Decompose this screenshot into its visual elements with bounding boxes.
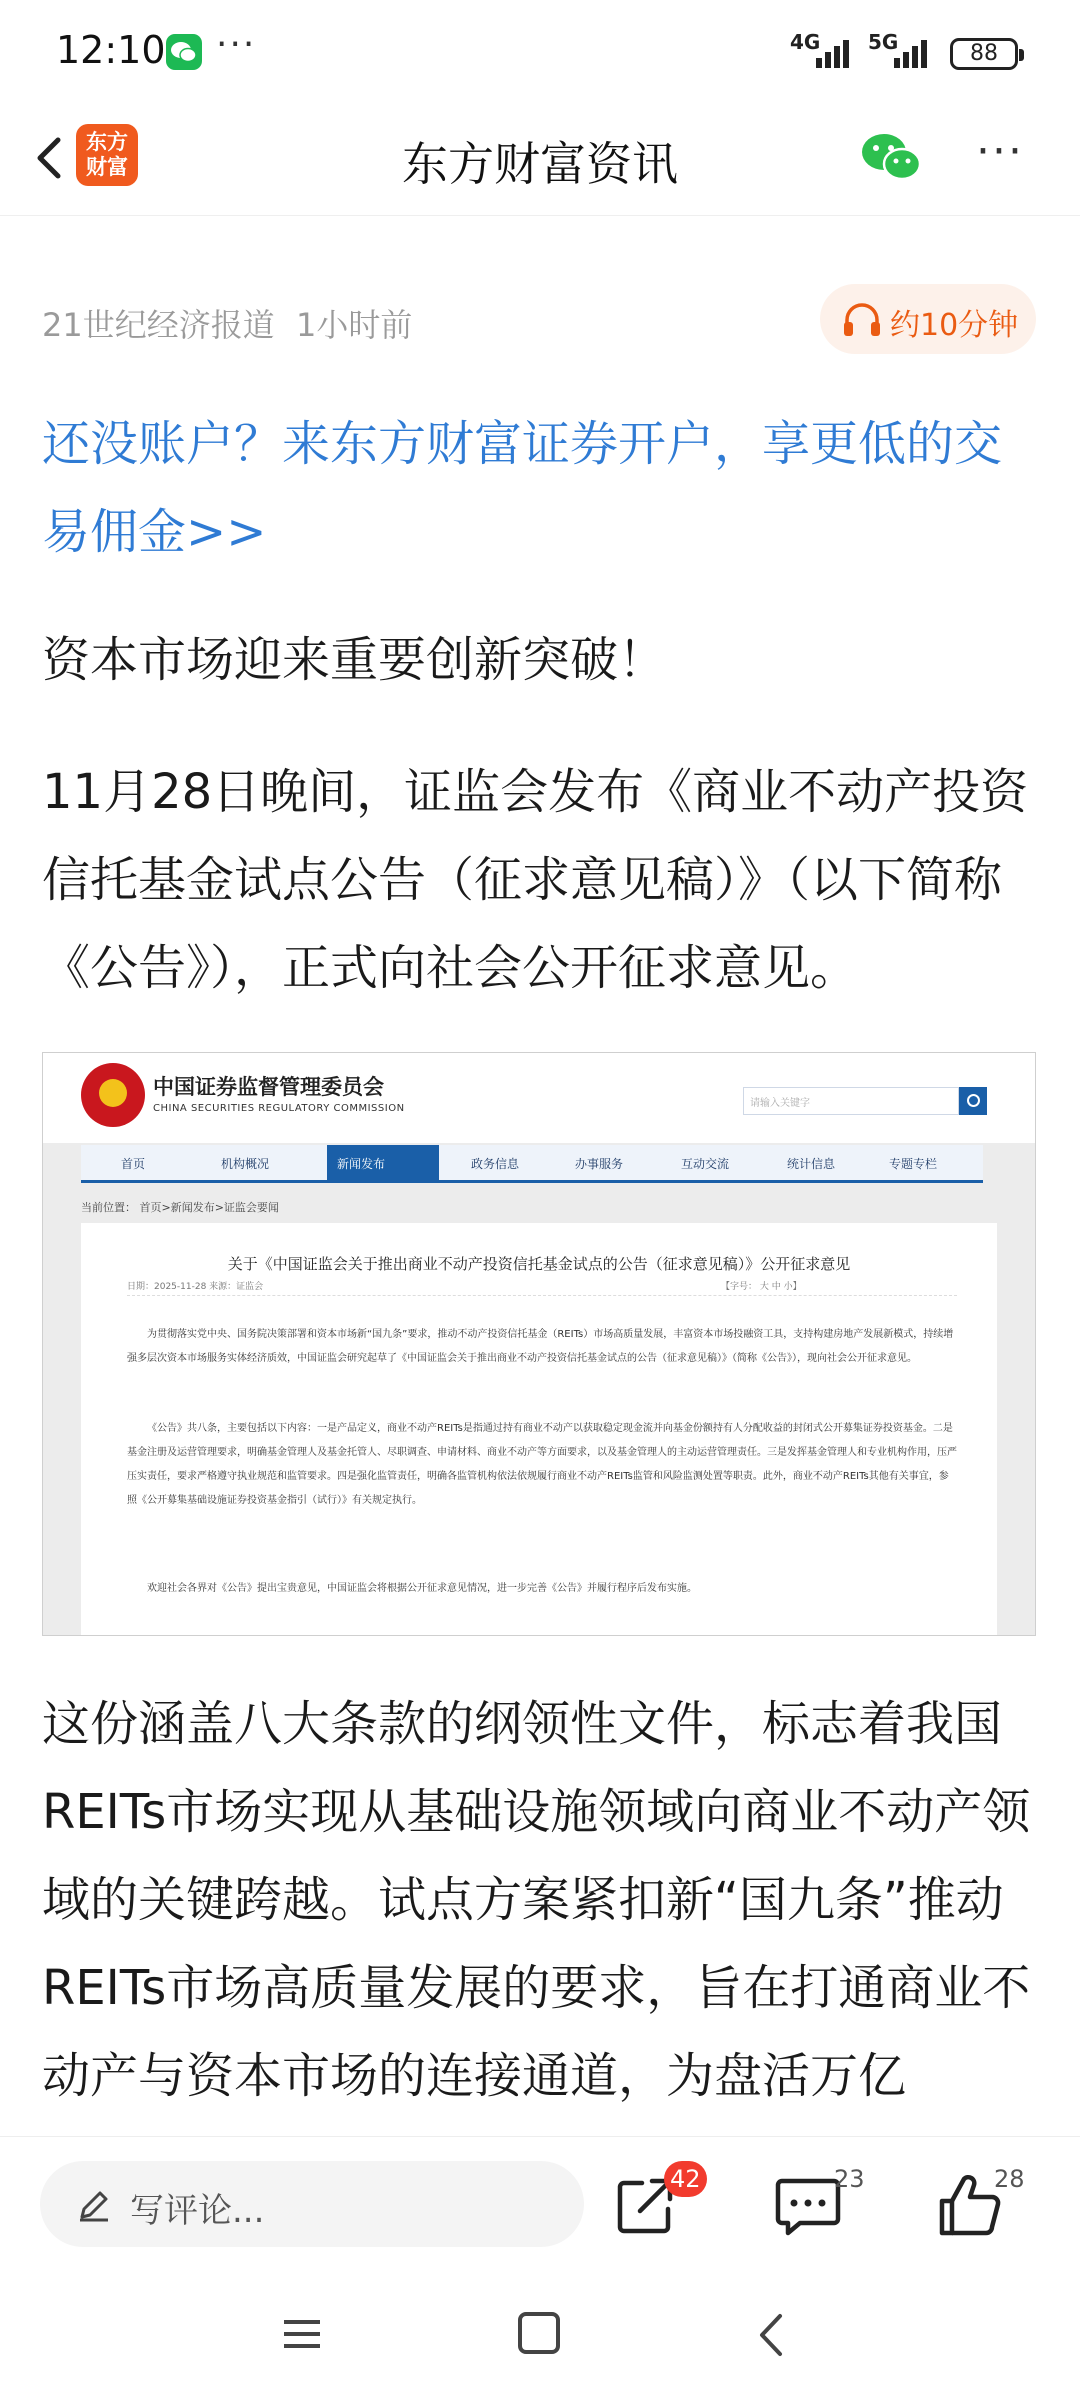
csrc-nav-item-active: 新闻发布 — [327, 1145, 439, 1183]
article-source[interactable]: 21世纪经济报道 — [42, 306, 275, 344]
logo-line-2: 财富 — [86, 155, 128, 179]
signal-5g-icon — [868, 30, 940, 70]
logo-line-1: 东方 — [86, 130, 128, 154]
comment-count: 23 — [834, 2165, 865, 2193]
csrc-doc-paragraph: 为贯彻落实党中央、国务院决策部署和资本市场新“国九条”要求，推动不动产投资信托基金（REITs）市场高质量发展，丰富资本市场投融资工具，支持构建房地产发展新模式，持续增强多层次资本市场服务实体经济质效，中国证监会研究起草了《中国证监会关于推出商业不动产投资信托基金试点的公告（征求意见稿）》（简称《公告》），现向社会公开征求意见。 — [127, 1329, 954, 1364]
csrc-nav-item: 机构概况 — [221, 1157, 270, 1171]
csrc-breadcrumb: 当前位置： 首页>新闻发布>证监会要闻 — [81, 1201, 279, 1214]
csrc-org-english: CHINA SECURITIES REGULATORY COMMISSION — [153, 1103, 405, 1114]
wechat-share-icon[interactable] — [860, 128, 924, 188]
csrc-doc-tools: 【字号： 大 中 小】 — [721, 1282, 802, 1292]
csrc-nav-item: 专题专栏 — [889, 1157, 938, 1171]
csrc-search-input: 请输入关键字 — [743, 1087, 959, 1115]
headphone-icon — [842, 302, 882, 338]
menu-icon[interactable] — [282, 2314, 322, 2354]
app-header — [0, 106, 1080, 216]
listen-duration: 约10分钟 — [890, 308, 1019, 343]
bottom-action-bar — [0, 2136, 1080, 2272]
csrc-nav-item: 政务信息 — [471, 1157, 520, 1171]
wechat-notification-icon — [166, 34, 202, 70]
article-time: 1小时前 — [296, 306, 413, 344]
csrc-document — [81, 1223, 997, 1636]
search-icon — [959, 1087, 987, 1115]
share-count-badge: 42 — [664, 2161, 707, 2197]
status-time: 12:10 — [56, 28, 166, 72]
article-paragraph: 这份涵盖八大条款的纲领性文件，标志着我国REITs市场实现从基础设施领域向商业不动产领域的关键跨越。试点方案紧扣新“国九条”推动REITs市场高质量发展的要求，旨在打通商业不动产与资本市场的连接通道，为盘活万亿 — [42, 1696, 1031, 2104]
csrc-nav-item: 统计信息 — [787, 1157, 836, 1171]
csrc-doc-title: 关于《中国证监会关于推出商业不动产投资信托基金试点的公告（征求意见稿）》公开征求意见 — [227, 1255, 851, 1273]
csrc-header — [43, 1053, 1035, 1143]
csrc-doc-paragraph: 欢迎社会各界对《公告》提出宝贵意见，中国证监会将根据公开征求意见情况，进一步完善《公告》并履行程序后发布实施。 — [147, 1583, 697, 1594]
listen-button[interactable] — [820, 284, 1036, 354]
status-bar — [0, 0, 1080, 106]
article-image-csrc-announcement[interactable] — [42, 1052, 1036, 1636]
national-emblem-icon — [81, 1063, 145, 1127]
csrc-doc-paragraph: 《公告》共八条，主要包括以下内容：一是产品定义，商业不动产REITs是指通过持有商业不动产以获取稳定现金流并向基金份额持有人分配收益的封闭式公开募集证券投资基金。二是基金注册及运营管理要求，明确基金管理人及基金托管人、尽职调查、申请材料、商业不动产等方面要求，以及基金管理人的主动运营管理责任。三是发挥基金管理人和专业机构作用，压严压实责任，要求严格遵守执业规范和监管要求。四是强化监管责任，明确各监管机构依法依规履行商业不动产REITs监管和风险监测处置等职责。此外，商业不动产REITs其他有关事宜，参照《公开募集基础设施证券投资基金指引（试行）》有关规定执行。 — [127, 1423, 957, 1506]
system-navigation-bar — [0, 2272, 1080, 2400]
signal-5g-label: 5G — [868, 30, 899, 54]
comment-input[interactable] — [40, 2161, 584, 2247]
csrc-doc-date: 日期：2025-11-28 来源：证监会 — [127, 1282, 264, 1292]
more-options-icon[interactable]: ··· — [976, 126, 1024, 177]
article-paragraph: 资本市场迎来重要创新突破！ — [42, 632, 667, 688]
battery-icon: 88 — [950, 38, 1018, 70]
signal-4g-label: 4G — [790, 30, 821, 54]
csrc-nav-item: 办事服务 — [575, 1157, 624, 1171]
comment-placeholder: 写评论... — [130, 2191, 265, 2231]
divider — [127, 1295, 957, 1296]
article-paragraph: 11月28日晚间，证监会发布《商业不动产投资信托基金试点公告（征求意见稿）》（以下简称《公告》），正式向社会公开征求意见。 — [42, 764, 1029, 996]
nav-back-icon[interactable] — [752, 2312, 792, 2358]
open-account-promo-link[interactable]: 还没账户？来东方财富证券开户，享更低的交易佣金>> — [42, 416, 1003, 560]
status-more-dots: ··· — [216, 24, 257, 65]
like-count: 28 — [994, 2165, 1025, 2193]
csrc-nav-item: 互动交流 — [681, 1157, 730, 1171]
csrc-nav-item: 首页 — [121, 1157, 146, 1171]
page-title: 东方财富资讯 — [402, 137, 678, 191]
pencil-icon — [76, 2187, 112, 2223]
home-icon[interactable] — [516, 2310, 562, 2356]
signal-4g-icon — [790, 30, 862, 70]
csrc-org-name: 中国证券监督管理委员会 — [153, 1075, 384, 1099]
csrc-nav — [81, 1145, 983, 1183]
